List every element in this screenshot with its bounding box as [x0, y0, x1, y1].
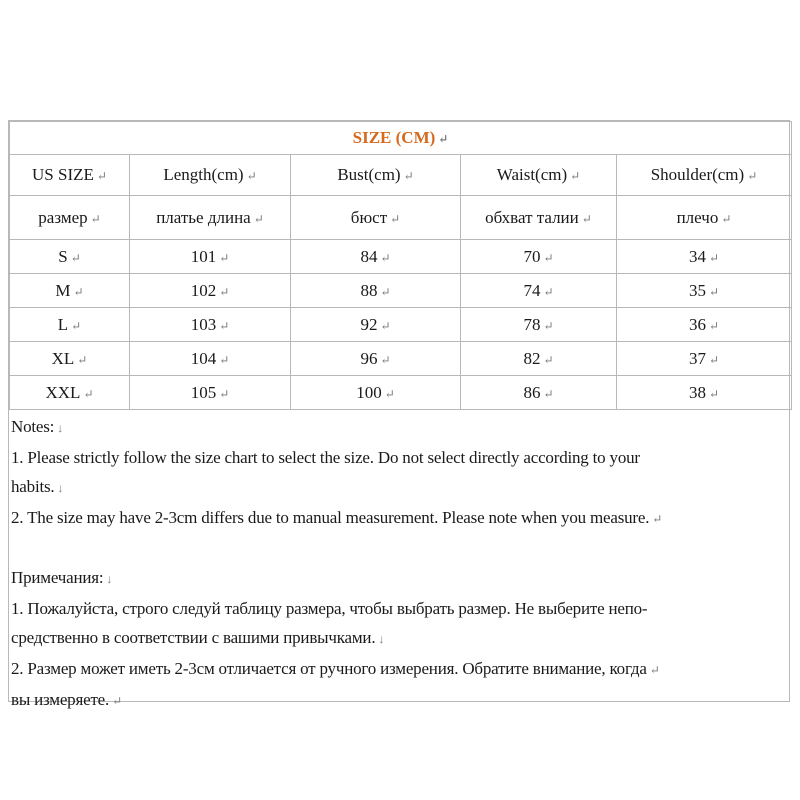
- table-cell: M ↵: [10, 274, 130, 308]
- table-cell: 105 ↵: [130, 376, 291, 410]
- header-cell-ru: бюст ↵: [291, 196, 461, 240]
- spacer: [11, 534, 785, 563]
- table-cell: 35 ↵: [617, 274, 792, 308]
- note-line: 1. Пожалуйста, строго следуй таблицу размера, чтобы выбрать размер. Не выберите непо-: [11, 599, 648, 618]
- table-cell: 84 ↵: [291, 240, 461, 274]
- size-chart-document: [8, 120, 790, 709]
- table-cell: 86 ↵: [461, 376, 617, 410]
- return-mark-icon: ↵: [438, 132, 449, 146]
- header-row-en: [10, 155, 792, 196]
- table-cell: 103 ↵: [130, 308, 291, 342]
- table-cell: 78 ↵: [461, 308, 617, 342]
- table-cell: 70 ↵: [461, 240, 617, 274]
- table-cell: 96 ↵: [291, 342, 461, 376]
- note-line: вы измеряете. ↵: [11, 690, 122, 709]
- table-cell: 82 ↵: [461, 342, 617, 376]
- note-line: 1. Please strictly follow the size chart to select the size. Do not select directly according to your: [11, 448, 640, 467]
- table-cell: 88 ↵: [291, 274, 461, 308]
- notes-section: [11, 412, 785, 716]
- note-line: 2. Размер может иметь 2-3см отличается от ручного измерения. Обратите внимание, когда ↵: [11, 659, 660, 678]
- table-cell: 104 ↵: [130, 342, 291, 376]
- table-title: [10, 122, 792, 155]
- note-line: средственно в соответствии с вашими привычками. ↓: [11, 628, 385, 647]
- table-cell: 38 ↵: [617, 376, 792, 410]
- table-cell: S ↵: [10, 240, 130, 274]
- table-row: [10, 240, 792, 274]
- table-cell: 37 ↵: [617, 342, 792, 376]
- table-cell: 101 ↵: [130, 240, 291, 274]
- notes-heading-en: Notes: ↓: [11, 417, 63, 436]
- table-cell: 34 ↵: [617, 240, 792, 274]
- table-cell: 36 ↵: [617, 308, 792, 342]
- note-line: habits. ↓: [11, 477, 64, 496]
- header-cell: US SIZE ↵: [10, 155, 130, 196]
- table-row: [10, 342, 792, 376]
- header-cell-ru: плечо ↵: [617, 196, 792, 240]
- table-cell: 100 ↵: [291, 376, 461, 410]
- header-row-ru: [10, 196, 792, 240]
- header-cell: Length(cm) ↵: [130, 155, 291, 196]
- table-row: [10, 274, 792, 308]
- header-cell: Waist(cm) ↵: [461, 155, 617, 196]
- header-cell-ru: платье длина ↵: [130, 196, 291, 240]
- header-cell: Bust(cm) ↵: [291, 155, 461, 196]
- table-cell: 74 ↵: [461, 274, 617, 308]
- header-cell-ru: обхват талии ↵: [461, 196, 617, 240]
- table-row: [10, 376, 792, 410]
- notes-heading-ru: Примечания: ↓: [11, 568, 113, 587]
- table-title-text: SIZE (CM): [352, 128, 436, 147]
- table-cell: XXL ↵: [10, 376, 130, 410]
- table-cell: XL ↵: [10, 342, 130, 376]
- size-table: [9, 121, 792, 410]
- table-cell: L ↵: [10, 308, 130, 342]
- header-cell: Shoulder(cm) ↵: [617, 155, 792, 196]
- table-cell: 92 ↵: [291, 308, 461, 342]
- header-cell-ru: размер ↵: [10, 196, 130, 240]
- table-row: [10, 308, 792, 342]
- table-cell: 102 ↵: [130, 274, 291, 308]
- note-line: 2. The size may have 2-3cm differs due to manual measurement. Please note when you measure. ↵: [11, 508, 663, 527]
